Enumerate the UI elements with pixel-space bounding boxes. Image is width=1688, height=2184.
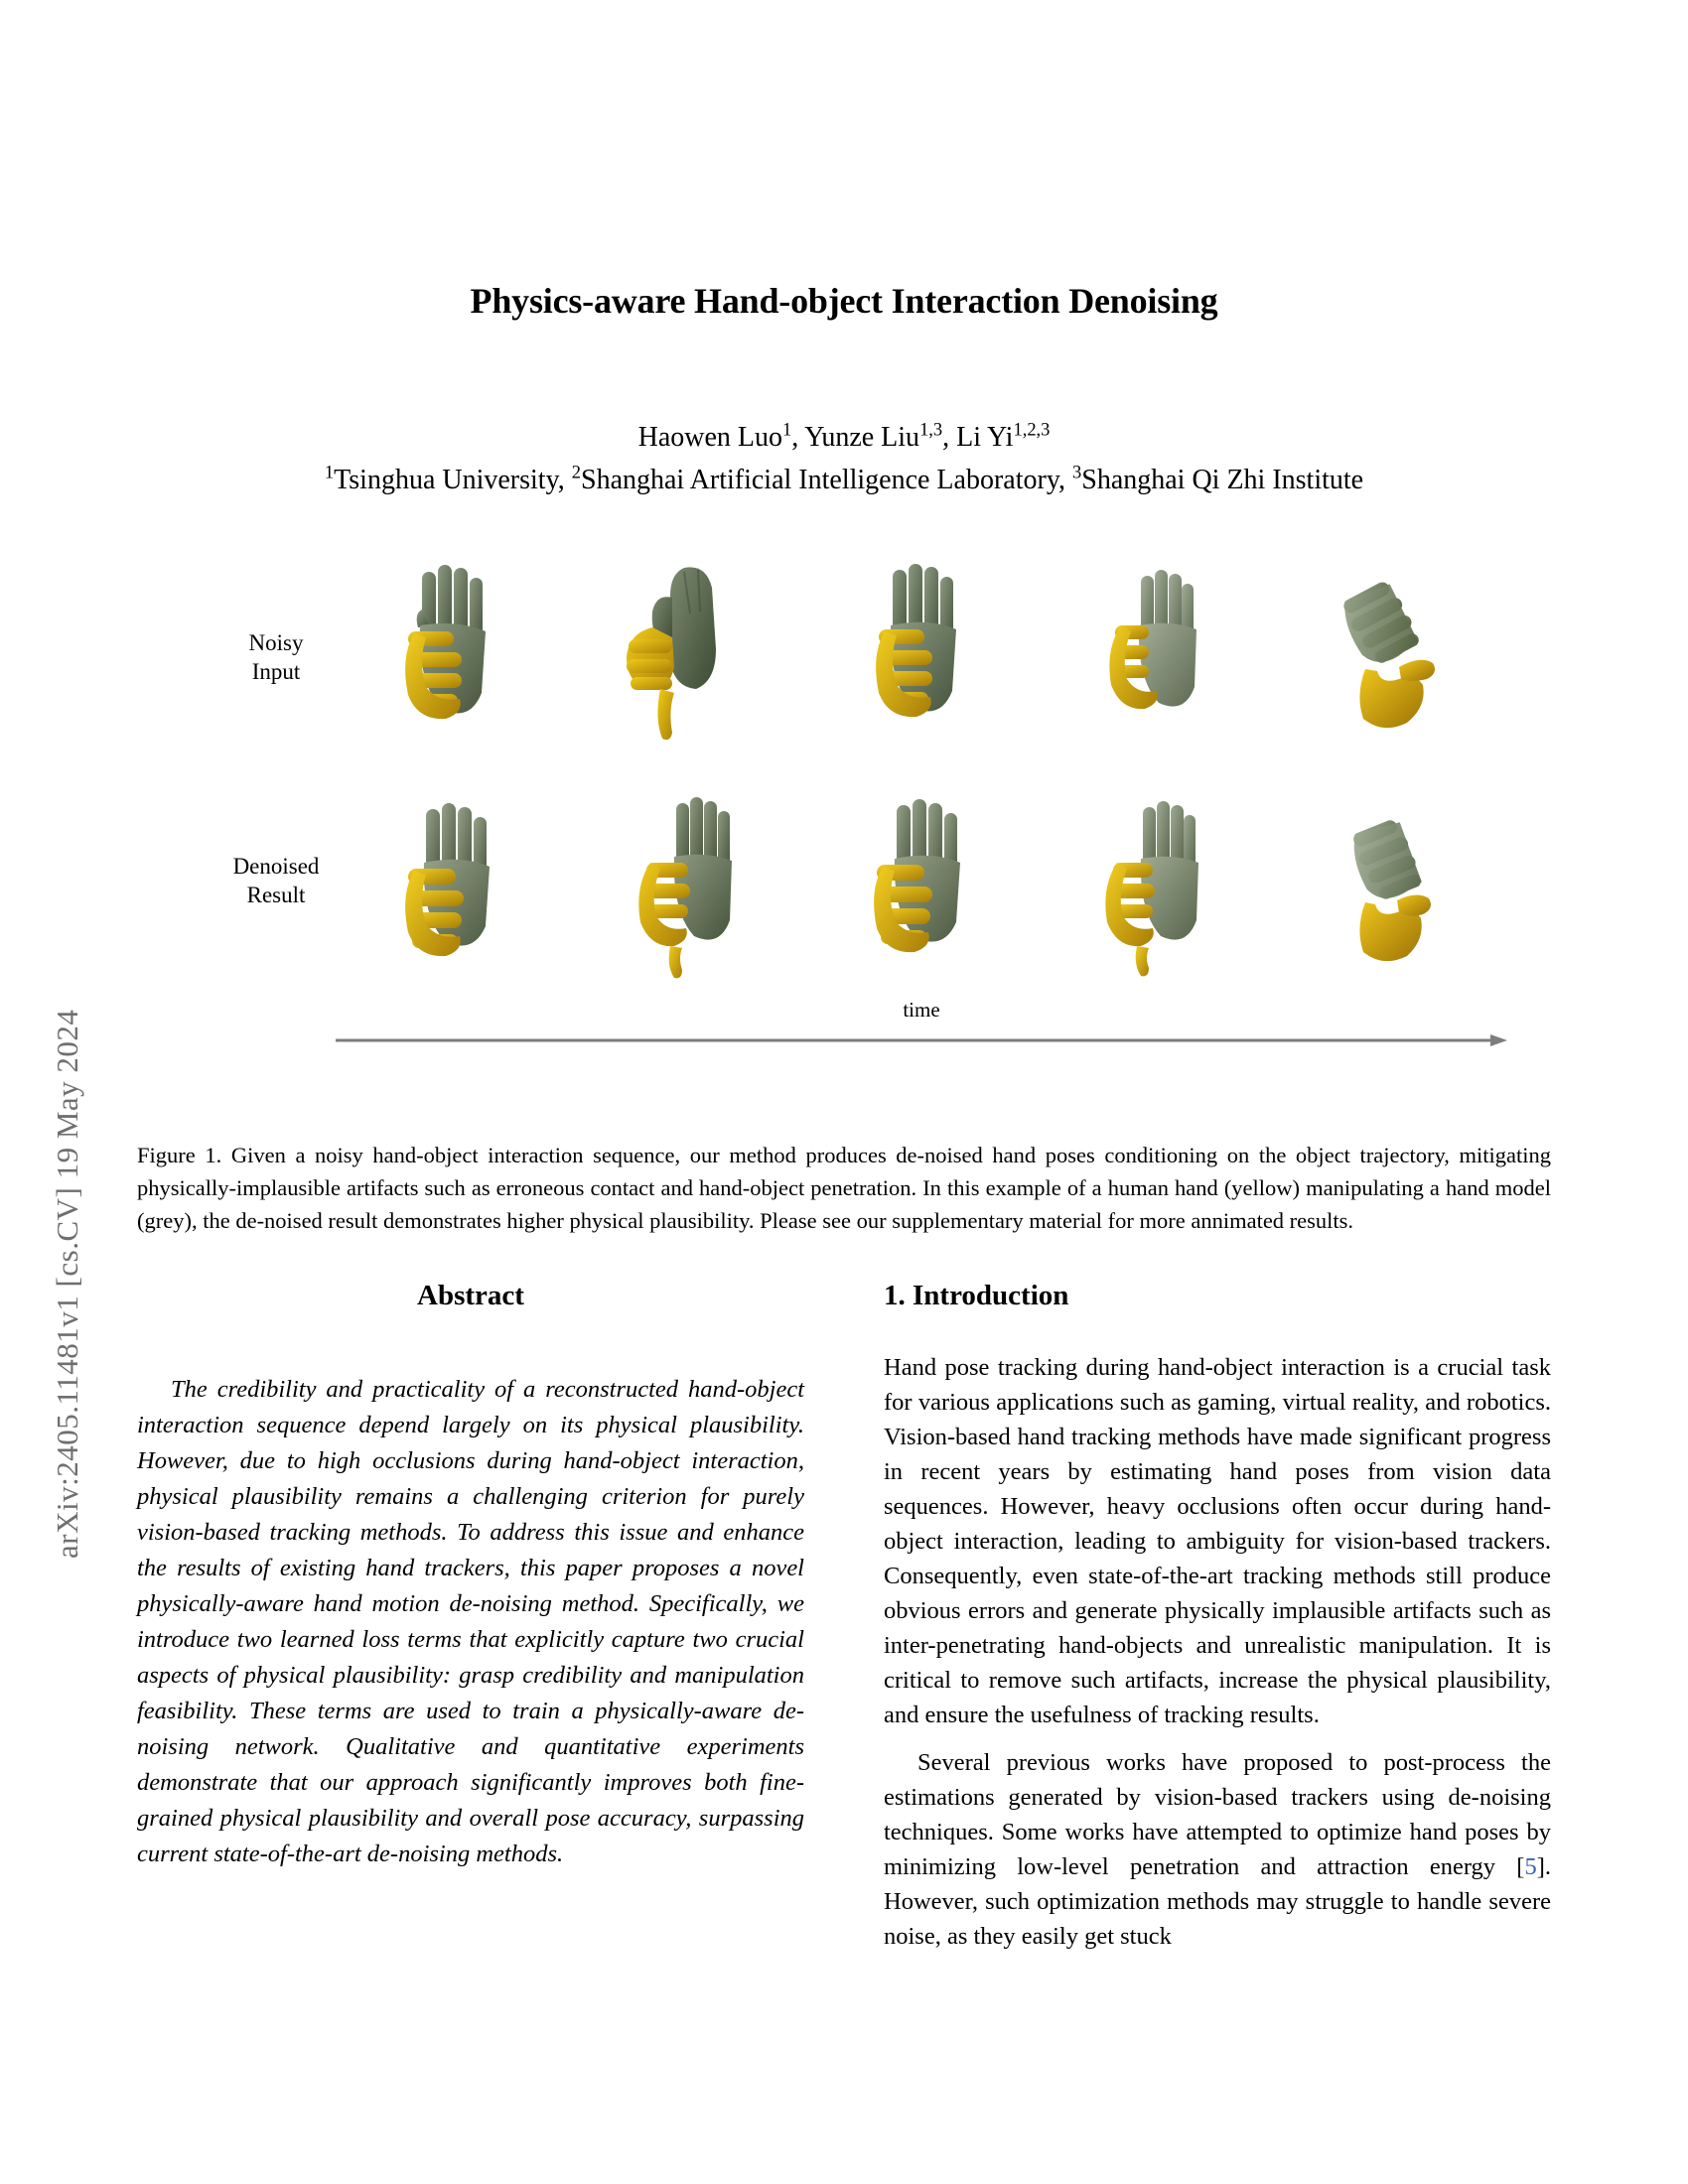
figure-frame-noisy-4	[1039, 554, 1273, 748]
hand-pair-render-icon	[378, 789, 527, 983]
hand-pair-render-icon	[1081, 554, 1230, 748]
author-name-3: Li Yi	[956, 422, 1014, 453]
figure-time-axis	[336, 1033, 1507, 1047]
figure-frame-denoised-5	[1273, 789, 1507, 983]
time-arrow-icon	[336, 1033, 1507, 1047]
author-sep-2: ,	[942, 422, 957, 453]
affiliation-list	[137, 462, 1551, 496]
figure-row-label-noisy-line1: Noisy	[248, 630, 304, 655]
author-list	[137, 419, 1551, 454]
figure-row-denoised-frames	[336, 789, 1507, 983]
hand-pair-render-icon	[847, 554, 996, 748]
citation-link-5[interactable]: 5	[1524, 1853, 1537, 1881]
hand-pair-render-icon	[1316, 554, 1465, 748]
figure-frame-noisy-5	[1273, 554, 1507, 748]
affiliation-sup-2: 2	[571, 462, 581, 482]
abstract-body: The credibility and practicality of a reconstructed hand-object interaction sequence depend largely on its physical plausibility. However, due to high occlusions during hand-object interaction, physical plausibility remains a challenging criterion for purely vision-based tracking methods. To address this issue and enhance the results of existing hand trackers, this paper proposes a novel physically-aware hand motion de-noising method. Specifically, we introduce two learned loss terms that explicitly capture two crucial aspects of physical plausibility: grasp credibility and manipulation feasibility. These terms are used to train a physically-aware de-noising network. Qualitative and quantitative experiments demonstrate that our approach significantly improves both fine-grained physical plausibility and overall pose accuracy, surpassing current state-of-the-art de-noising methods.	[137, 1375, 804, 1867]
author-sup-2: 1,3	[919, 419, 943, 440]
figure-frame-denoised-4	[1039, 789, 1273, 983]
figure-time-label: time	[903, 998, 940, 1022]
arxiv-stamp-text: arXiv:2405.11481v1 [cs.CV] 19 May 2024	[50, 1009, 84, 1559]
author-sup-1: 1	[782, 419, 792, 440]
figure-row-label-noisy-line2: Input	[251, 659, 301, 685]
affiliation-name-3: Shanghai Qi Zhi Institute	[1081, 465, 1364, 495]
affiliation-sup-3: 3	[1072, 462, 1082, 482]
author-name-2: Yunze Liu	[804, 422, 920, 453]
author-sep-1: ,	[791, 422, 805, 453]
figure-frame-denoised-2	[570, 789, 804, 983]
paper-page	[137, 0, 1551, 2184]
introduction-paragraph-1: Hand pose tracking during hand-object interaction is a crucial task for various applications such as gaming, virtual reality, and robotics. Vision-based hand tracking methods have made significant progress in recent years by estimating hand poses from vision data sequences. However, heavy occlusions often occur during hand-object interaction, leading to ambiguity for vision-based trackers. Consequently, even state-of-the-art tracking methods still produce obvious errors and generate physically implausible artifacts such as inter-penetrating hand-objects and unrealistic manipulation. It is critical to remove such artifacts, increase the physical plausibility, and ensure the usefulness of tracking results.	[884, 1353, 1551, 1728]
affiliation-sep-1: ,	[557, 465, 572, 495]
affiliation-name-2: Shanghai Artificial Intelligence Laboratory	[581, 465, 1059, 495]
author-name-1: Haowen Luo	[637, 422, 782, 453]
affiliation-sup-1: 1	[324, 462, 335, 482]
hand-pair-render-icon	[613, 789, 762, 983]
hand-pair-render-icon	[1081, 789, 1230, 983]
figure-frame-denoised-3	[804, 789, 1039, 983]
figure-frame-denoised-1	[336, 789, 570, 983]
hand-pair-render-icon	[847, 789, 996, 983]
introduction-paragraph-2	[884, 1745, 1551, 1954]
introduction-paragraph-2-part1: Several previous works have proposed to post-process the estimations generated by vision-based trackers using de-noising techniques. Some works have attempted to optimize hand poses by minimizing low-level penetration and attraction energy [	[884, 1748, 1551, 1881]
affiliation-name-1: Tsinghua University	[334, 465, 558, 495]
figure-frame-noisy-3	[804, 554, 1039, 748]
abstract-heading: Abstract	[417, 1280, 524, 1311]
hand-pair-render-icon	[378, 554, 527, 748]
author-sup-3: 1,2,3	[1013, 419, 1051, 440]
column-left	[137, 1276, 804, 1872]
affiliation-sep-2: ,	[1058, 465, 1073, 495]
introduction-heading: 1. Introduction	[884, 1280, 1069, 1311]
figure-caption: Figure 1. Given a noisy hand-object interaction sequence, our method produces de-noised hand poses conditioning on the object trajectory, mitigating physically-implausible artifacts such as erroneous contact and hand-object penetration. In this example of a human hand (yellow) manipulating a hand model (grey), the de-noised result demonstrates higher physical plausibility. Please see our supplementary material for more annimated results.	[137, 1143, 1551, 1233]
page-title: Physics-aware Hand-object Interaction Denoising	[470, 281, 1218, 321]
figure-frame-noisy-2	[570, 554, 804, 748]
figure-row-label-denoised-line2: Result	[246, 883, 306, 908]
figure-frame-noisy-1	[336, 554, 570, 748]
column-right	[884, 1276, 1551, 1954]
figure-row-noisy-frames	[336, 554, 1507, 748]
hand-pair-render-icon	[613, 554, 762, 748]
figure-row-label-denoised-line1: Denoised	[232, 854, 320, 879]
introduction-paragraph-2-part2: ]. However, such optimization methods may struggle to handle severe noise, as they easily get stuck	[884, 1853, 1551, 1951]
hand-pair-render-icon	[1316, 789, 1465, 983]
